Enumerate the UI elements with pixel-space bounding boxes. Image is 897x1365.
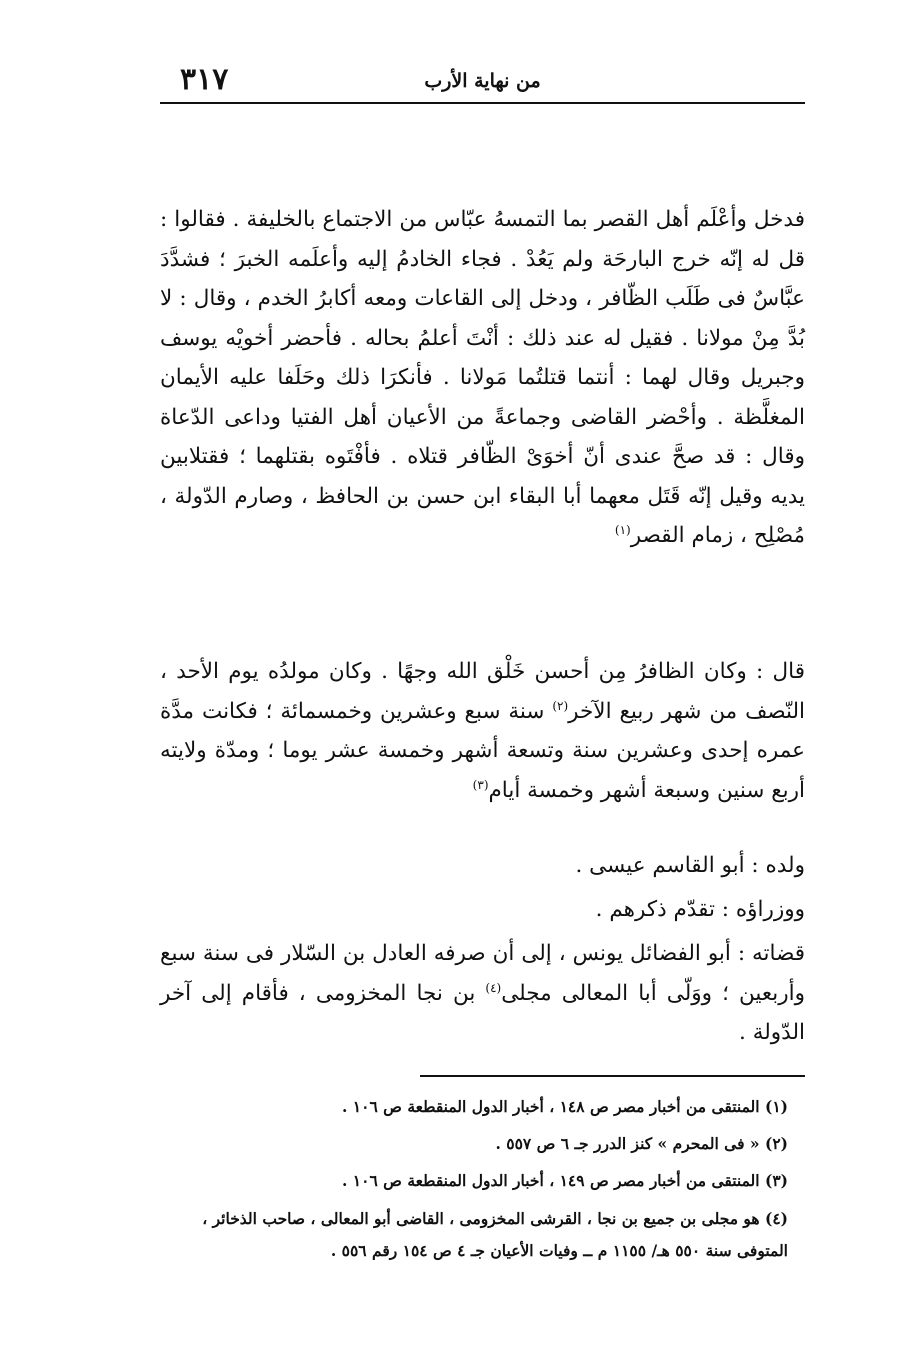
viziers-text: ووزراؤه : تقدّم ذكرهم . [595,897,805,922]
paragraph-children [160,846,841,886]
paragraph-2 [160,652,805,810]
footnotes [160,1092,810,1274]
page-number: ٣١٧ [180,62,229,97]
header-rule [160,102,805,104]
footnote-rule [420,1075,805,1077]
paragraph-1-text: فدخل وأعْلَم أهل القصر بما التمسهُ عبّاس من الاجتماع بالخليفة . فقالوا : قل له إنّه خرج البارحَة ولم يَعُدْ . فجاء الخادمُ إليه وأعلَمه الخبرَ ؛ فشدَّدَ عبَّاسٌ فى طَلَب الظّافر ، ودخل إلى القاعات ومعه أكابرُ الخدم ، وقال : لا بُدَّ مِنْ مولانا . فقيل له عند ذلك : أنْتَ أعلمُ بحاله . فأحضر أخويْه يوسف وجبريل وقال لهما : أنتما قتلتُما مَولانا . فأنكرَا ذلك وحَلَفا عليه الأيمان المغلَّظة . وأحْضر القاضى وجماعةً من الأعيان أهل الفتيا وداعى الدّعاة وقال : قد صحَّ عندى أنّ أخوَىْ الظّافر قتلاه . فأفْتَوه بقتلهما ؛ فقتلابين يديه وقيل إنّه قَتَل معهما أبا البقاء ابن حسن بن الحافظ ، وصارم الدّولة ، مُصْلِح ، زمام القصر [160,207,805,548]
children-text: ولده : أبو القاسم عيسى . [575,853,805,878]
paragraph-viziers [160,890,841,930]
paragraph-2-text-a: قال : وكان الظافرُ مِن أحسن خَلْق الله وجهًا . وكان مولدُه يوم الأحد ، النّصف من شهر ربيع الآخر [160,659,806,724]
paragraph-judges [160,934,805,1053]
footnote-1: (١) المنتقى من أخبار مصر ص ١٤٨ ، أخبار الدول المنقطعة ص ١٠٦ . [342,1097,788,1116]
footnote-ref-1: (١) [614,522,631,537]
footnote-4: (٤) هو مجلى بن جميع بن نجا ، القرشى المخزومى ، القاضى أبو المعالى ، صاحب الذخائر ، المتوفى سنة ٥٥٠ هـ/ ١١٥٥ م ــ وفيات الأعيان جـ ٤ ص ١٥٤ رقم ٥٥٦ . [202,1209,788,1260]
footnote-ref-2: (٢) [552,698,569,713]
running-title: من نهاية الأرب [424,70,541,92]
paragraph-1 [160,200,805,556]
footnote-3: (٣) المنتقى من أخبار مصر ص ١٤٩ ، أخبار الدول المنقطعة ص ١٠٦ . [342,1171,788,1190]
judges-text-a: قضاته : أبو الفضائل يونس ، إلى أن صرفه العادل بن السّلار فى سنة سبع وأربعين ؛ ووَلّى أبا المعالى مجلى [160,941,805,1006]
footnote-ref-3: (٣) [472,777,489,792]
judges-text-b: بن نجا المخزومى ، فأقام إلى آخر الدّولة . [160,980,805,1045]
footnote-2: (٢) « فى المحرم » كنز الدرر جـ ٦ ص ٥٥٧ . [495,1134,788,1153]
footnote-ref-4: (٤) [485,980,502,995]
paragraph-2-text-b: سنة سبع وعشرين وخمسمائة ؛ فكانت مدَّة عمره إحدى وعشرين سنة وتسعة أشهر وخمسة عشر يوما ؛ ومدّة ولايته أربع سنين وسبعة أشهر وخمسة أيام [160,698,805,803]
page-header [160,62,805,98]
